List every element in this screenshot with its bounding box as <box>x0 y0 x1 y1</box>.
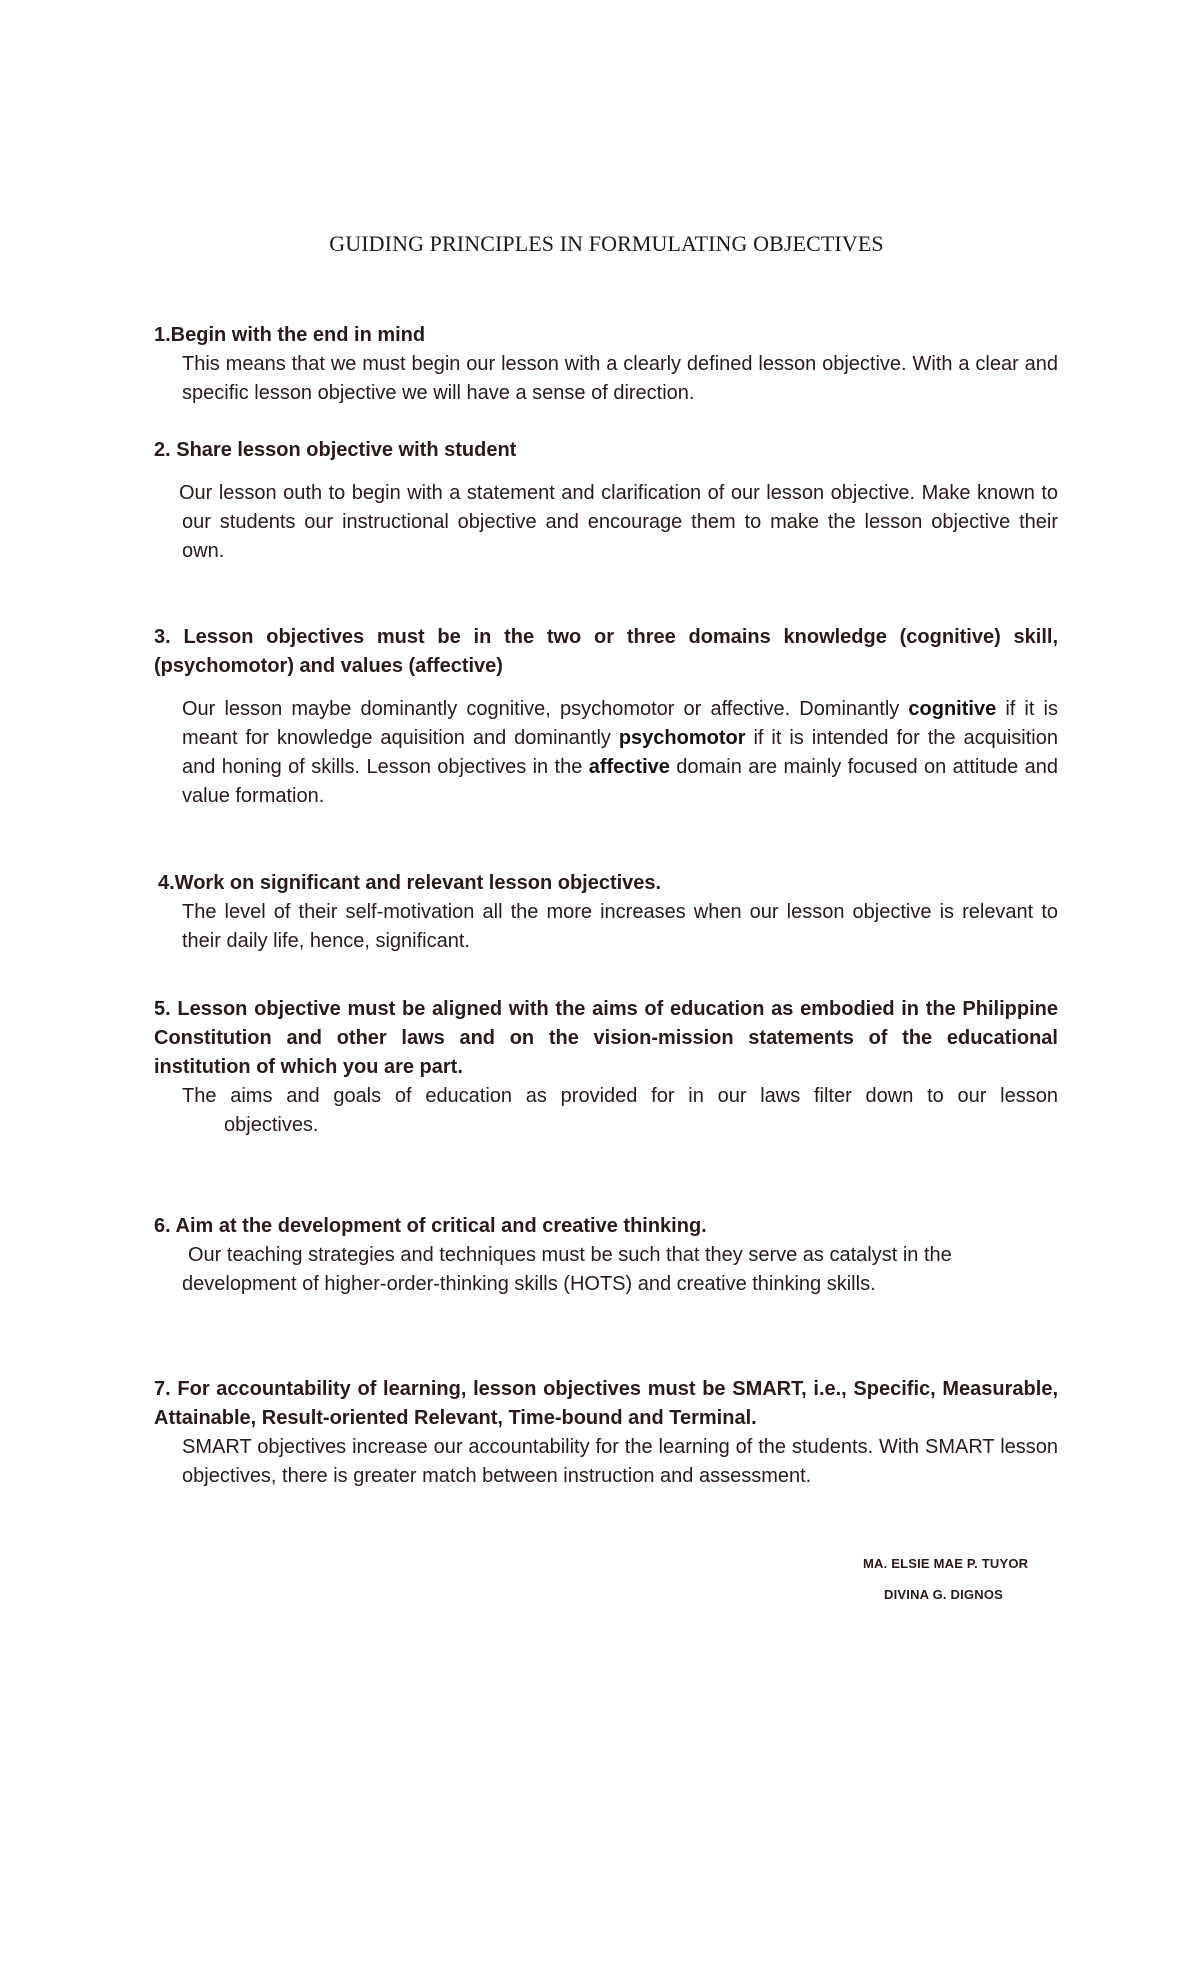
author-name-1: MA. ELSIE MAE P. TUYOR <box>863 1556 1029 1571</box>
principle-5-body <box>182 1082 1058 1140</box>
principle-1-heading: 1.Begin with the end in mind <box>154 324 426 346</box>
principle-3-body-text-3: if it is intended for the acquisition and honing of skills. Lesson objectives in the <box>182 727 1058 778</box>
principle-4-heading: 4.Work on significant and relevant lesson objectives. <box>158 872 662 894</box>
cognitive-term: cognitive <box>908 698 997 720</box>
principle-4 <box>154 869 1058 956</box>
principle-1 <box>154 321 1058 408</box>
principle-5-heading: 5. Lesson objective must be aligned with the aims of education as embodied in the Philippine Constitution and other laws and on the vision-mission statements of the educational institution of which you are part. <box>154 998 1058 1078</box>
principle-7-heading: 7. For accountability of learning, lesson objectives must be SMART, i.e., Specific, Measurable, Attainable, Result-oriented Relevant, Time-bound and Terminal. <box>154 1378 1058 1429</box>
principle-2-body: Our lesson outh to begin with a statement and clarification of our lesson objective. Make known to our students our instructional objective and encourage them to make the lesson objective their own. <box>179 482 1058 562</box>
principle-2-heading: 2. Share lesson objective with student <box>154 439 517 461</box>
principle-5-body-line-1: The aims and goals of education as provided for in our laws filter down to our lesson <box>182 1085 1058 1107</box>
principle-5-body-line-2: objectives. <box>224 1114 319 1136</box>
page-title: GUIDING PRINCIPLES IN FORMULATING OBJECTIVES <box>329 231 884 256</box>
principle-6-body <box>182 1241 1058 1299</box>
principle-1-body: This means that we must begin our lesson with a clearly defined lesson objective. With a clear and specific lesson objective we will have a sense of direction. <box>182 353 1058 404</box>
affective-term: affective <box>588 756 670 778</box>
principle-6-body-line-2: development of higher-order-thinking skills (HOTS) and creative thinking skills. <box>182 1273 876 1295</box>
psychomotor-term: psychomotor <box>618 727 746 749</box>
principle-3-body <box>182 695 1058 811</box>
principle-4-body: The level of their self-motivation all the more increases when our lesson objective is relevant to their daily life, hence, significant. <box>182 901 1058 952</box>
principle-3-body-text-4: domain are mainly focused on attitude and value formation. <box>182 756 1058 807</box>
principle-3-heading: 3. Lesson objectives must be in the two or three domains knowledge (cognitive) skill, (psychomotor) and values (affective) <box>154 626 1058 677</box>
principle-3-body-text-2: if it is meant for knowledge aquisition and dominantly <box>182 698 1058 749</box>
author-name-2: DIVINA G. DIGNOS <box>884 1587 1004 1602</box>
principle-3 <box>154 623 1058 811</box>
principle-2 <box>154 436 1058 566</box>
principle-6-heading: 6. Aim at the development of critical and creative thinking. <box>154 1215 707 1237</box>
principle-3-body-text-1: Our lesson maybe dominantly cognitive, psychomotor or affective. Dominantly <box>182 698 909 720</box>
principle-7 <box>154 1375 1058 1491</box>
principle-6 <box>154 1212 1058 1299</box>
principle-6-body-line-1: Our teaching strategies and techniques must be such that they serve as catalyst in the <box>188 1244 952 1266</box>
principle-5 <box>154 995 1058 1140</box>
principle-7-body: SMART objectives increase our accountability for the learning of the students. With SMART lesson objectives, there is greater match between instruction and assessment. <box>182 1436 1058 1487</box>
